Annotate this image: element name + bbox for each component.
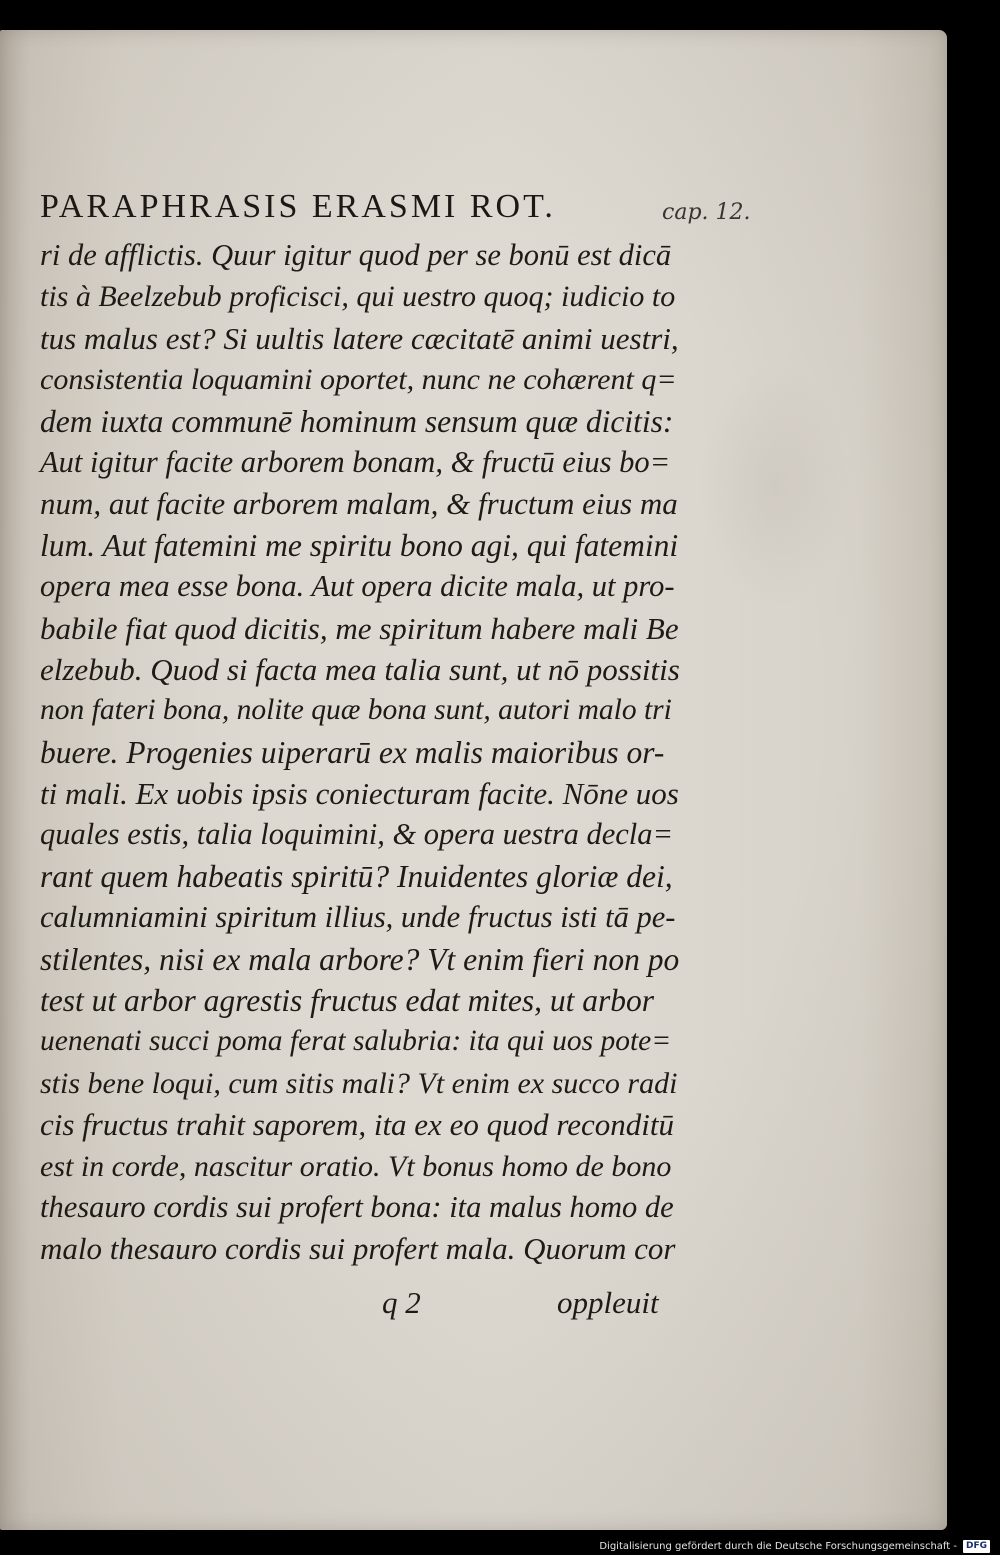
text-line: ti mali. Ex uobis ipsis coniecturam facite. Nōne uos xyxy=(40,776,679,812)
text-line: elzebub. Quod si facta mea talia sunt, ut nō possitis xyxy=(40,651,680,687)
text-line: babile fiat quod dicitis, me spiritum habere mali Be xyxy=(40,610,679,646)
text-line: stis bene loqui, cum sitis mali? Vt enim ex succo radi xyxy=(40,1066,678,1100)
body-text xyxy=(40,235,680,1270)
text-line: est in corde, nascitur oratio. Vt bonus homo de bono xyxy=(40,1149,672,1183)
page-foot xyxy=(382,1285,682,1325)
signature-mark: q 2 xyxy=(382,1285,421,1320)
text-line: thesauro cordis sui profert bona: ita malus homo de xyxy=(40,1189,674,1224)
text-line: quales estis, talia loquimini, & opera uestra decla= xyxy=(40,817,674,852)
catchword: oppleuit xyxy=(557,1285,659,1320)
text-line: dem iuxta communē hominum sensum quæ dicitis: xyxy=(40,403,674,439)
text-line: buere. Progenies uiperarū ex malis maioribus or- xyxy=(40,734,665,770)
text-line: calumniamini spiritum illius, unde fructus isti tā pe- xyxy=(40,900,676,935)
text-line: uenenati succi poma ferat salubria: ita qui uos pote= xyxy=(40,1025,672,1058)
text-line: tus malus est? Si uultis latere cæcitatē animi uestri, xyxy=(40,320,679,356)
text-line: malo thesauro cordis sui profert mala. Quorum cor xyxy=(40,1231,676,1267)
book-page xyxy=(0,30,947,1530)
show-through-stain xyxy=(700,360,850,610)
text-line: Aut igitur facite arborem bonam, & fructū eius bo= xyxy=(40,444,671,479)
text-line: test ut arbor agrestis fructus edat mites, ut arbor xyxy=(40,983,654,1019)
text-line: lum. Aut fatemini me spiritu bono agi, qui fatemini xyxy=(40,527,679,563)
text-line: tis à Beelzebub proficisci, qui uestro quoq; iudicio to xyxy=(40,280,676,314)
text-line: non fateri bona, nolite quæ bona sunt, autori malo tri xyxy=(40,694,672,727)
text-line: stilentes, nisi ex mala arbore? Vt enim fieri non po xyxy=(40,941,680,977)
text-line: num, aut facite arborem malam, & fructum eius ma xyxy=(40,486,678,522)
manuscript-annotation: cap. 12. xyxy=(662,200,751,225)
text-line: ri de afflictis. Quur igitur quod per se bonū est dicā xyxy=(40,238,672,272)
text-line: cis fructus trahit saporem, ita ex eo quod reconditū xyxy=(40,1107,674,1143)
text-line: opera mea esse bona. Aut opera dicite mala, ut pro- xyxy=(40,569,675,604)
credit-text: Digitalisierung gefördert durch die Deutsche Forschungsgemeinschaft - xyxy=(599,1540,957,1552)
digitization-credit xyxy=(599,1537,990,1555)
text-line: consistentia loquamini oportet, nunc ne cohærent q= xyxy=(40,363,677,397)
text-line: rant quem habeatis spiritū? Inuidentes gloriæ dei, xyxy=(40,858,673,894)
running-head: PARAPHRASIS ERASMI ROT. xyxy=(40,188,556,225)
dfg-logo: DFG xyxy=(963,1540,990,1553)
